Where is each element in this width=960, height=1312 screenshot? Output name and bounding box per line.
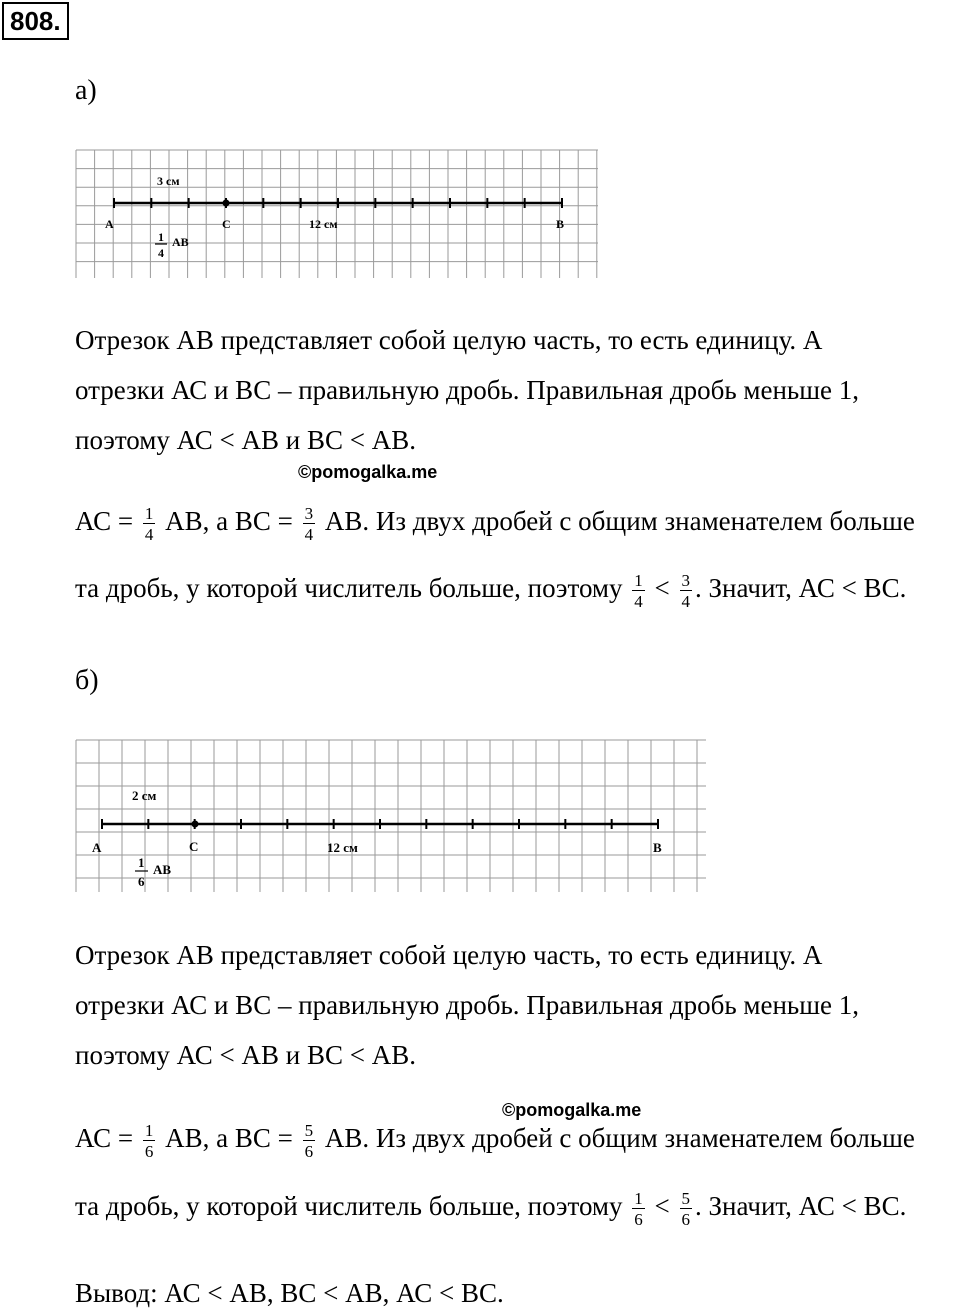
frac-num-b: 1 bbox=[138, 855, 145, 870]
part-b-para-line-3: поэтому АС < АВ и ВС < АВ. bbox=[75, 1040, 416, 1070]
cmp-text-3: . Значит, АС < ВС. bbox=[695, 1191, 907, 1222]
fraction-right-b bbox=[680, 1190, 693, 1228]
eq-text-1: АС = bbox=[75, 506, 140, 537]
fraction-bc-a bbox=[303, 505, 316, 543]
frac-den: 6 bbox=[144, 1142, 154, 1161]
frac-den: 6 bbox=[681, 1210, 690, 1229]
part-b-comparison-line bbox=[75, 1190, 906, 1228]
grid-paper-a bbox=[76, 150, 598, 278]
frac-den: 6 bbox=[304, 1142, 314, 1161]
fraction-left-b bbox=[632, 1190, 645, 1228]
frac-den-b: 6 bbox=[138, 874, 145, 889]
point-b-label-b: B bbox=[653, 840, 662, 855]
eq-text-2: АВ, а ВС = bbox=[158, 1123, 300, 1154]
point-c-label-b: C bbox=[189, 839, 199, 854]
point-b-label-a: B bbox=[556, 217, 565, 231]
eq-text-3: АВ. Из двух дробей с общим знаменателем больше bbox=[318, 506, 915, 537]
frac-den: 6 bbox=[634, 1210, 643, 1229]
point-a-label-b: A bbox=[92, 840, 102, 855]
point-c-dot-a bbox=[223, 200, 230, 207]
len-ab-label-b: 12 см bbox=[327, 840, 358, 855]
part-a-equation-line bbox=[75, 505, 915, 543]
fraction-right-a bbox=[680, 572, 693, 610]
frac-num: 3 bbox=[681, 571, 690, 590]
part-b-para-line-1: Отрезок АВ представляет собой целую часть, то есть единицу. А bbox=[75, 940, 823, 970]
len-ac-label-a: 3 см bbox=[157, 174, 180, 188]
point-a-label-a: A bbox=[105, 217, 114, 231]
fraction-ac-a bbox=[143, 505, 156, 543]
frac-num: 5 bbox=[681, 1189, 690, 1208]
frac-num-a: 1 bbox=[158, 230, 164, 244]
frac-suffix-b: AB bbox=[153, 862, 172, 877]
cmp-text-1: та дробь, у которой числитель больше, поэтому bbox=[75, 573, 630, 604]
eq-text-2: АВ, а ВС = bbox=[158, 506, 300, 537]
len-ab-label-a: 12 см bbox=[309, 217, 338, 231]
fraction-bc-b bbox=[303, 1122, 316, 1160]
frac-den-a: 4 bbox=[158, 246, 164, 260]
conclusion: Вывод: АС < АВ, ВС < АВ, АС < ВС. bbox=[75, 1278, 504, 1308]
cmp-text-1: та дробь, у которой числитель больше, поэтому bbox=[75, 1191, 630, 1222]
part-a-label: а) bbox=[75, 75, 97, 106]
frac-num: 5 bbox=[304, 1121, 314, 1140]
cmp-text-2: < bbox=[647, 1191, 677, 1222]
frac-den: 4 bbox=[681, 592, 690, 611]
watermark-b: ©pomogalka.me bbox=[502, 1100, 642, 1120]
cmp-text-3: . Значит, АС < ВС. bbox=[695, 573, 907, 604]
eq-text-3: АВ. Из двух дробей с общим знаменателем больше bbox=[318, 1123, 915, 1154]
frac-num: 1 bbox=[144, 1121, 154, 1140]
part-a-para-line-2: отрезки АС и ВС – правильную дробь. Правильная дробь меньше 1, bbox=[75, 375, 859, 405]
frac-den: 4 bbox=[304, 525, 314, 544]
part-b-equation-line bbox=[75, 1122, 915, 1160]
frac-num: 1 bbox=[144, 504, 154, 523]
part-a-para-line-3: поэтому АС < АВ и ВС < АВ. bbox=[75, 425, 416, 455]
frac-den: 4 bbox=[634, 592, 643, 611]
point-c-dot-b bbox=[192, 821, 199, 828]
frac-suffix-a: AB bbox=[172, 235, 189, 249]
part-a-comparison-line bbox=[75, 572, 906, 610]
cmp-text-2: < bbox=[647, 573, 677, 604]
part-b-para-line-2: отрезки АС и ВС – правильную дробь. Правильная дробь меньше 1, bbox=[75, 990, 859, 1020]
watermark-a: ©pomogalka.me bbox=[298, 462, 438, 482]
fraction-left-a bbox=[632, 572, 645, 610]
part-a-para-line-1: Отрезок АВ представляет собой целую часть, то есть единицу. А bbox=[75, 325, 823, 355]
eq-text-1: АС = bbox=[75, 1123, 140, 1154]
problem-number: 808. bbox=[2, 2, 69, 40]
frac-den: 4 bbox=[144, 525, 154, 544]
point-c-label-a: C bbox=[222, 217, 231, 231]
frac-num: 3 bbox=[304, 504, 314, 523]
part-b-label: б) bbox=[75, 665, 99, 696]
len-ac-label-b: 2 см bbox=[132, 788, 157, 803]
frac-num: 1 bbox=[634, 571, 643, 590]
frac-num: 1 bbox=[634, 1189, 643, 1208]
fraction-ac-b bbox=[143, 1122, 156, 1160]
